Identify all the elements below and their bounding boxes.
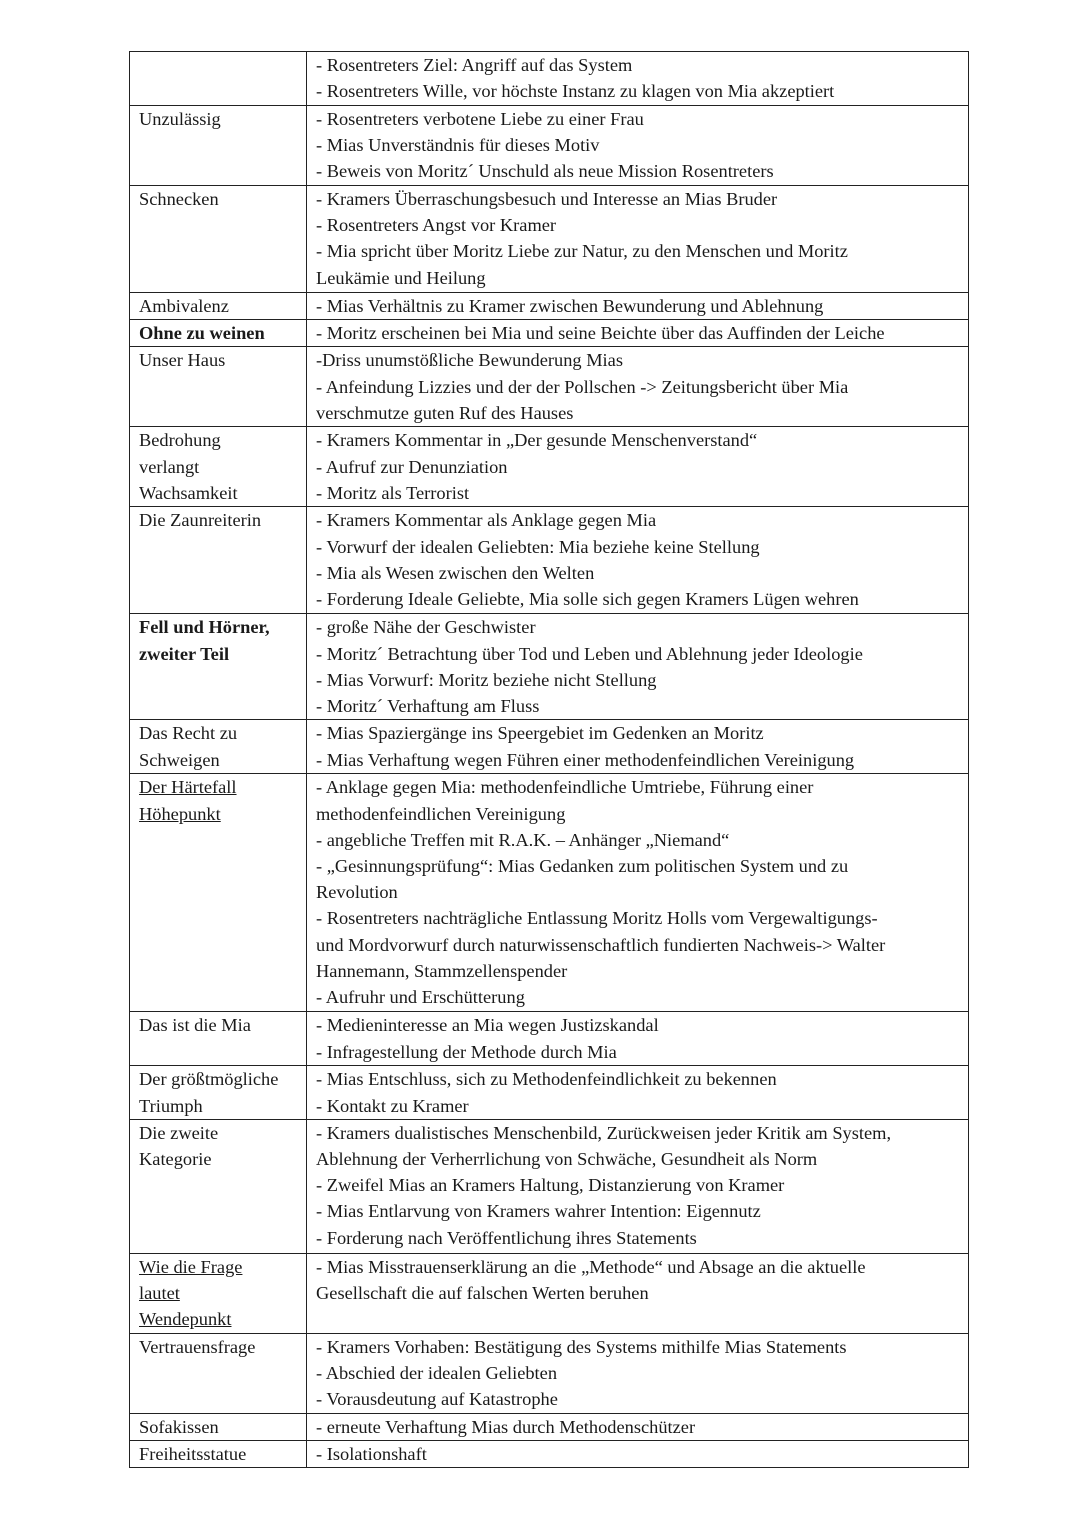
chapter-title-line: Unzulässig [139, 109, 221, 129]
chapter-title-line: Das ist die Mia [139, 1015, 251, 1036]
table-row [130, 720, 969, 774]
content-line: - Vorwurf der idealen Geliebten: Mia beziehe keine Stellung [316, 536, 760, 557]
chapter-title-line: Schweigen [139, 749, 220, 770]
content-line: - Mia als Wesen zwischen den Welten [316, 562, 595, 583]
table-row [130, 320, 969, 347]
table-row [130, 293, 969, 320]
table-row [130, 186, 969, 293]
content-line: - Kramers Kommentar in „Der gesunde Menschenverstand“ [316, 430, 758, 451]
chapter-content-cell [307, 1119, 969, 1253]
chapter-title-cell [130, 293, 307, 320]
content-line: - Zweifel Mias an Kramers Haltung, Distanzierung von Kramer [316, 1175, 785, 1196]
chapter-title-line: Ohne zu weinen [139, 323, 265, 344]
chapter-title-line: Wendepunkt [139, 1309, 232, 1330]
content-line: - Aufruf zur Denunziation [316, 456, 508, 477]
chapter-content-cell [307, 774, 969, 1012]
table-row [130, 1066, 969, 1119]
content-line: - Kramers dualistisches Menschenbild, Zurückweisen jeder Kritik am System, [316, 1122, 892, 1143]
chapter-title-cell [130, 427, 307, 507]
content-line: und Mordvorwurf durch naturwissenschaftlich fundierten Nachweis-> Walter [316, 934, 886, 955]
content-line: - Mias Entlarvung von Kramers wahrer Intention: Eigennutz [316, 1201, 761, 1222]
chapter-title-cell [130, 1012, 307, 1066]
chapter-title-cell [130, 106, 307, 186]
content-line: methodenfeindlichen Vereinigung [316, 803, 566, 824]
content-line: - Mia spricht über Moritz Liebe zur Natur, zu den Menschen und Moritz [316, 241, 848, 262]
content-line: - Rosentreters nachträgliche Entlassung Moritz Holls vom Vergewaltigungs- [316, 908, 878, 929]
chapter-title-line: Unser Haus [139, 350, 226, 371]
content-line: -Driss unumstößliche Bewunderung Mias [316, 350, 623, 371]
chapter-title-cell [130, 1441, 307, 1468]
chapter-title-line: Bedrohung [139, 430, 221, 451]
chapter-title-line: verlangt [139, 456, 200, 477]
content-line: - angebliche Treffen mit R.A.K. – Anhänger „Niemand“ [316, 829, 730, 850]
content-line: - Forderung Ideale Geliebte, Mia solle sich gegen Kramers Lügen wehren [316, 589, 859, 610]
chapter-content-cell [307, 614, 969, 720]
content-line: - Abschied der idealen Geliebten [316, 1363, 558, 1384]
table-row [130, 1413, 969, 1440]
content-line: - Mias Unverständnis für dieses Motiv [316, 135, 600, 156]
content-line: - Anklage gegen Mia: methodenfeindliche Umtriebe, Führung einer [316, 777, 814, 798]
chapter-title-line: Das Recht zu [139, 723, 238, 744]
content-line: - Anfeindung Lizzies und der der Pollschen -> Zeitungsbericht über Mia [316, 376, 849, 397]
chapter-title-line: Der größtmögliche [139, 1069, 279, 1090]
content-line: Leukämie und Heilung [316, 267, 486, 288]
chapter-title-line: Die zweite [139, 1122, 219, 1143]
content-line: Gesellschaft die auf falschen Werten beruhen [316, 1283, 649, 1304]
chapter-title-line: Der Härtefall [139, 777, 237, 798]
content-line: - Kramers Vorhaben: Bestätigung des Systems mithilfe Mias Statements [316, 1336, 847, 1357]
chapter-content-cell [307, 1253, 969, 1333]
chapter-title-line: Triumph [139, 1095, 203, 1116]
content-line: - Rosentreters verbotene Liebe zu einer Frau [316, 109, 644, 129]
chapter-title-line: Freiheitsstatue [139, 1444, 247, 1465]
content-line: - Infragestellung der Methode durch Mia [316, 1041, 617, 1062]
chapter-title-cell [130, 614, 307, 720]
content-line: - Moritz´ Verhaftung am Fluss [316, 696, 540, 717]
table-row [130, 1119, 969, 1253]
table-row [130, 1441, 969, 1468]
content-line: - Isolationshaft [316, 1444, 427, 1465]
chapter-summary-table [129, 51, 969, 1468]
chapter-title-cell [130, 1066, 307, 1119]
chapter-content-cell [307, 52, 969, 106]
chapter-title-line: lautet [139, 1283, 180, 1304]
chapter-content-cell [307, 106, 969, 186]
chapter-title-cell [130, 347, 307, 427]
content-line: - Kramers Kommentar als Anklage gegen Mia [316, 510, 657, 531]
chapter-content-cell [307, 720, 969, 774]
chapter-title-cell [130, 1413, 307, 1440]
content-line: - Rosentreters Angst vor Kramer [316, 215, 557, 236]
chapter-title-line: Wachsamkeit [139, 482, 238, 503]
table-row [130, 1253, 969, 1333]
content-line: - Kontakt zu Kramer [316, 1095, 469, 1116]
chapter-content-cell [307, 427, 969, 507]
content-line: - Rosentreters Ziel: Angriff auf das System [316, 55, 633, 75]
chapter-title-line: zweiter Teil [139, 643, 230, 664]
content-line: - Mias Misstrauenserklärung an die „Methode“ und Absage an die aktuelle [316, 1256, 866, 1277]
content-line: - Kramers Überraschungsbesuch und Interesse an Mias Bruder [316, 189, 778, 209]
content-line: - Moritz erscheinen bei Mia und seine Beichte über das Auffinden der Leiche [316, 323, 885, 344]
content-line: Hannemann, Stammzellenspender [316, 960, 568, 981]
chapter-content-cell [307, 507, 969, 614]
content-line: - Mias Spaziergänge ins Speergebiet im Gedenken an Moritz [316, 723, 764, 744]
content-line: verschmutze guten Ruf des Hauses [316, 402, 574, 423]
table-row [130, 347, 969, 427]
chapter-content-cell [307, 1441, 969, 1468]
content-line: - Mias Vorwurf: Moritz beziehe nicht Stellung [316, 669, 657, 690]
content-line: - „Gesinnungsprüfung“: Mias Gedanken zum politischen System und zu [316, 856, 849, 877]
chapter-content-cell [307, 293, 969, 320]
content-line: - Beweis von Moritz´ Unschuld als neue Mission Rosentreters [316, 161, 774, 182]
chapter-title-line: Die Zaunreiterin [139, 510, 262, 531]
chapter-title-cell [130, 1253, 307, 1333]
chapter-content-cell [307, 320, 969, 347]
chapter-content-cell [307, 1066, 969, 1119]
chapter-title-line: Schnecken [139, 189, 219, 209]
chapter-title-cell [130, 186, 307, 293]
chapter-title-line: Fell und Hörner, [139, 617, 270, 638]
chapter-title-line: Kategorie [139, 1149, 212, 1170]
chapter-title-cell [130, 320, 307, 347]
chapter-title-line: Ambivalenz [139, 296, 229, 316]
table-row [130, 106, 969, 186]
content-line: - Mias Entschluss, sich zu Methodenfeindlichkeit zu bekennen [316, 1069, 777, 1090]
content-line: - Moritz´ Betrachtung über Tod und Leben und Ablehnung jeder Ideologie [316, 643, 863, 664]
table-row [130, 774, 969, 1012]
chapter-title-line: Sofakissen [139, 1416, 219, 1437]
chapter-content-cell [307, 347, 969, 427]
table-row [130, 427, 969, 507]
content-line: - Mias Verhaftung wegen Führen einer methodenfeindlichen Vereinigung [316, 749, 855, 770]
chapter-content-cell [307, 1413, 969, 1440]
chapter-title-cell [130, 1119, 307, 1253]
chapter-title-line: Höhepunkt [139, 803, 221, 824]
content-line: - Moritz als Terrorist [316, 482, 470, 503]
chapter-title-cell [130, 774, 307, 1012]
chapter-title-cell [130, 507, 307, 614]
table-body [130, 52, 969, 1468]
table-row [130, 1012, 969, 1066]
table-row [130, 614, 969, 720]
chapter-content-cell [307, 186, 969, 293]
table-row [130, 507, 969, 614]
chapter-title-cell [130, 1333, 307, 1413]
table-row [130, 52, 969, 106]
chapter-title-line: Wie die Frage [139, 1256, 243, 1277]
content-line: - erneute Verhaftung Mias durch Methodenschützer [316, 1416, 696, 1437]
chapter-content-cell [307, 1333, 969, 1413]
content-line: - Forderung nach Veröffentlichung ihres Statements [316, 1227, 697, 1248]
content-line: Revolution [316, 882, 398, 903]
chapter-title-line: Vertrauensfrage [139, 1336, 256, 1357]
content-line: - Mias Verhältnis zu Kramer zwischen Bewunderung und Ablehnung [316, 296, 824, 316]
document-page [129, 51, 963, 1468]
chapter-title-cell [130, 720, 307, 774]
content-line: - Aufruhr und Erschütterung [316, 987, 525, 1008]
content-line: - Medieninteresse an Mia wegen Justizskandal [316, 1015, 659, 1036]
content-line: - Vorausdeutung auf Katastrophe [316, 1389, 558, 1410]
table-row [130, 1333, 969, 1413]
chapter-title-cell [130, 52, 307, 106]
chapter-content-cell [307, 1012, 969, 1066]
content-line: - Rosentreters Wille, vor höchste Instanz zu klagen von Mia akzeptiert [316, 81, 835, 102]
content-line: - große Nähe der Geschwister [316, 617, 536, 638]
content-line: Ablehnung der Verherrlichung von Schwäche, Gesundheit als Norm [316, 1149, 818, 1170]
